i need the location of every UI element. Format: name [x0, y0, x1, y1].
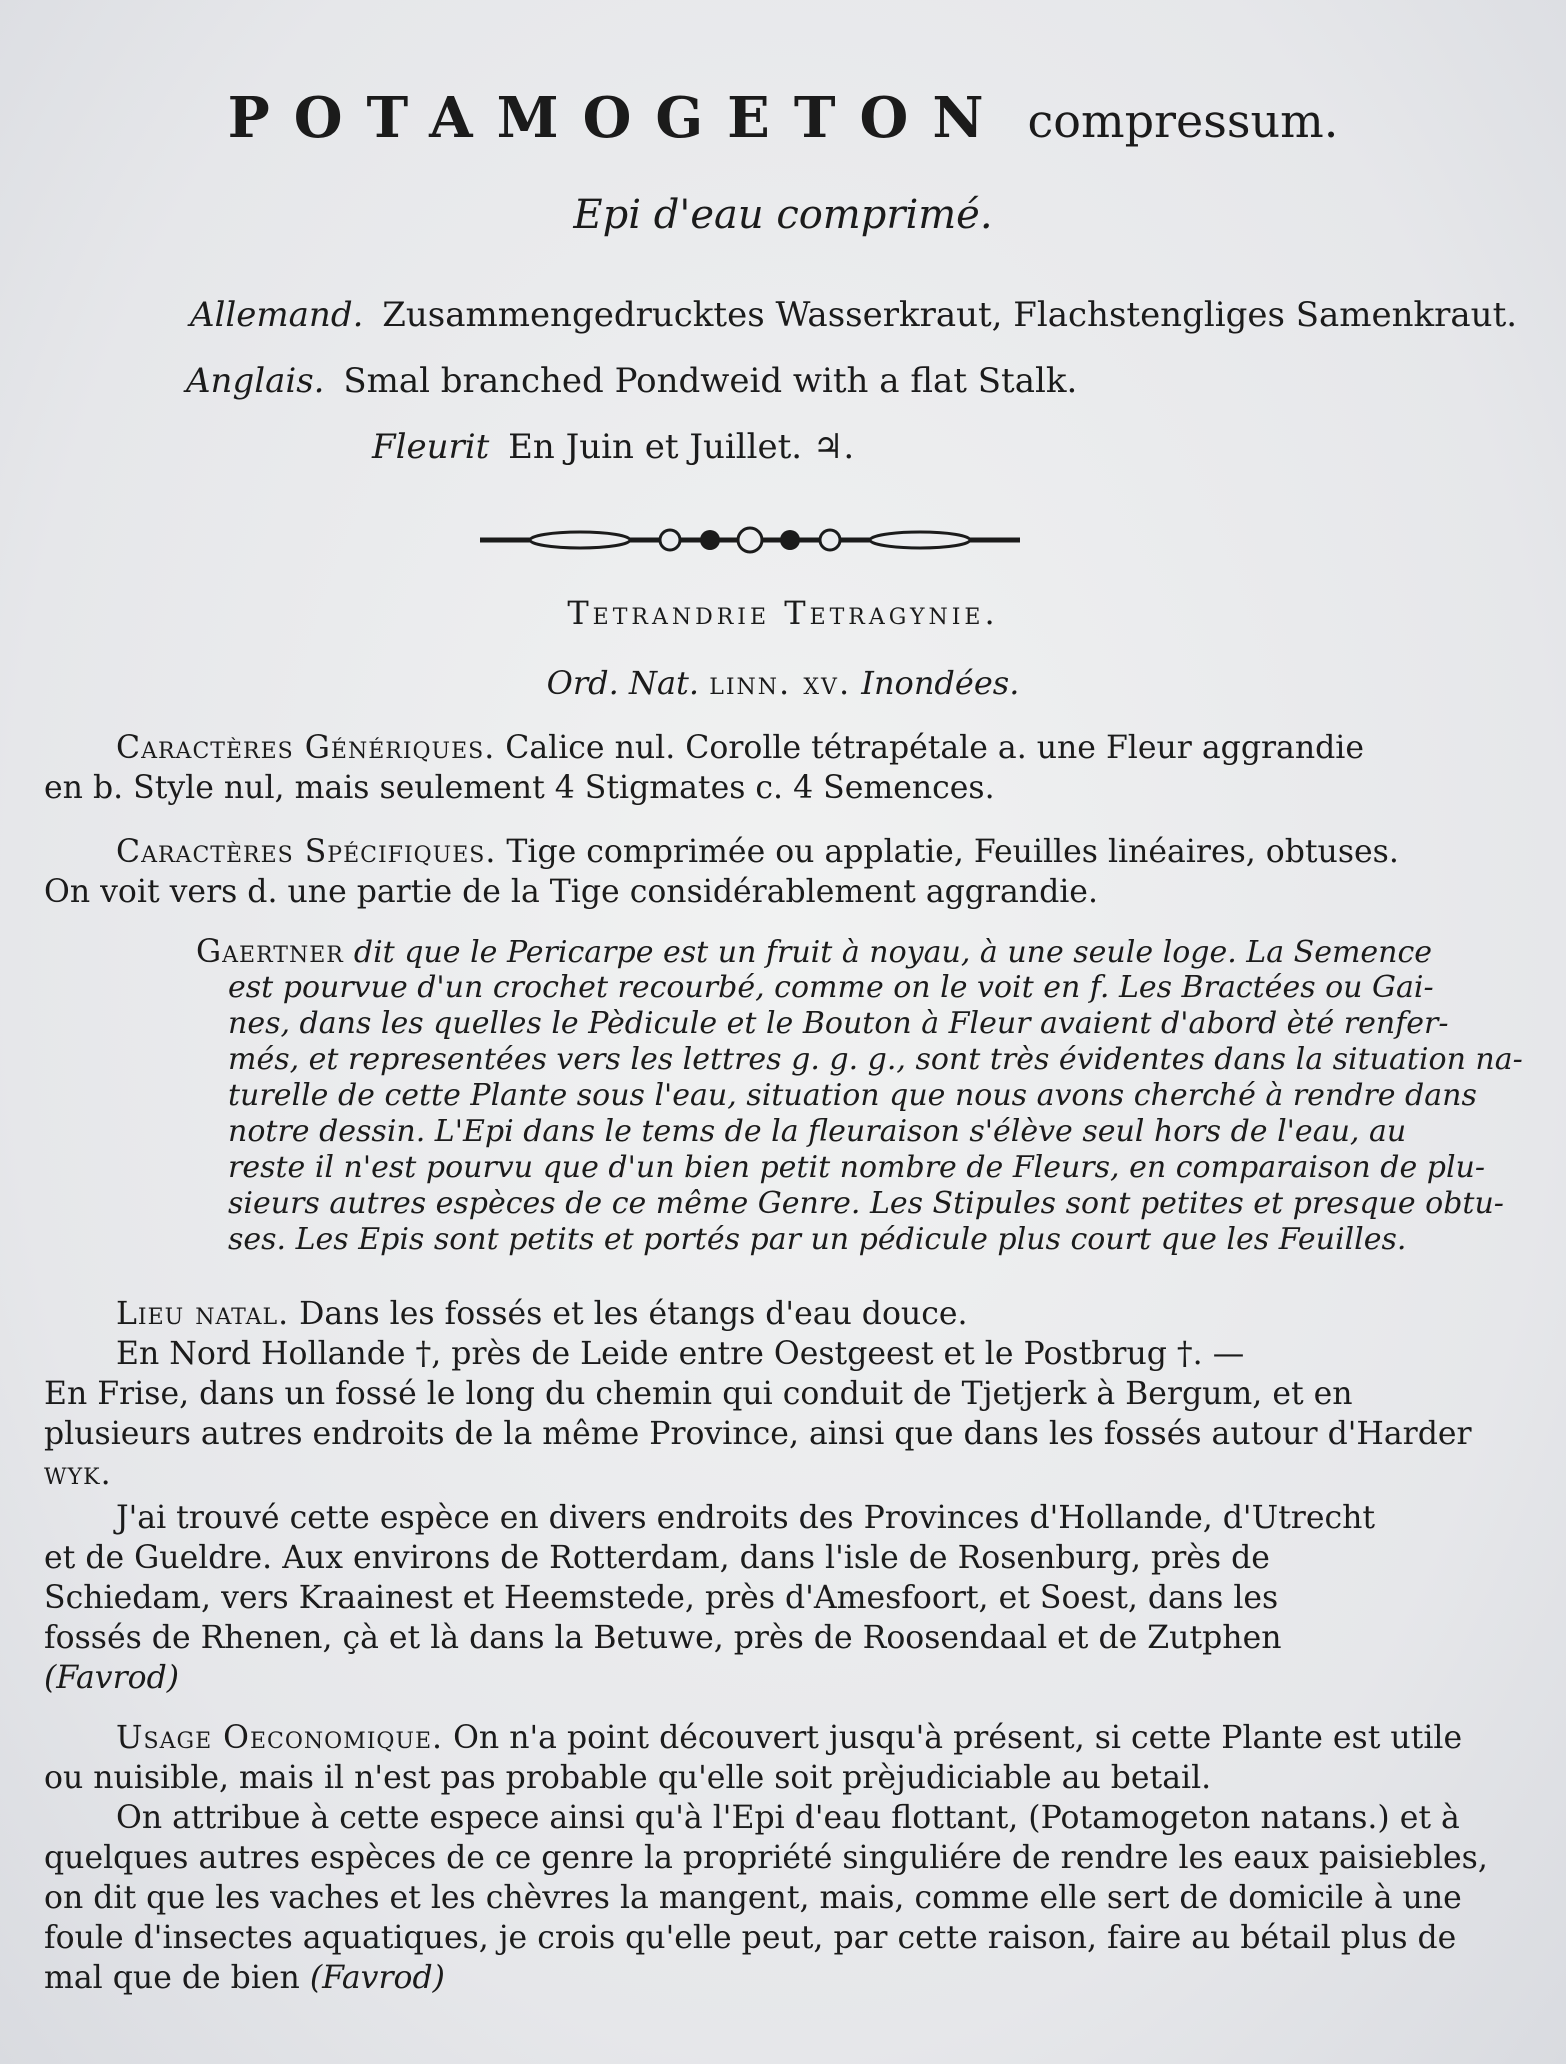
- species-name: compressum.: [1027, 94, 1339, 148]
- linnaean-class: Tetrandrie Tetragynie.: [567, 594, 999, 632]
- ornament-divider: [480, 520, 1020, 560]
- section-heading: Caractères Génériques.: [116, 730, 496, 766]
- gaertner-line: ses. Les Epis sont petits et portés par un pédicule plus court que les Feuilles.: [228, 1222, 1407, 1257]
- gaertner-line: est pourvue d'un crochet recourbé, comme on le voit en f. Les Bractées ou Gai-: [228, 970, 1434, 1005]
- author-name: Gaertner: [196, 934, 344, 970]
- gaertner-line: nes, dans les quelles le Pèdicule et le Bouton à Fleur avaient d'abord èté renfer-: [228, 1006, 1449, 1041]
- specific-line-1: Caractères Spécifiques. Tige comprimée ou applatie, Feuilles linéaires, obtuses.: [116, 834, 1399, 870]
- language-label: Anglais.: [186, 361, 325, 401]
- citation: (Favrod): [309, 1960, 445, 1996]
- specific-line-2: On voit vers d. une partie de la Tige considérablement aggrandie.: [44, 874, 1098, 910]
- name-text: En Juin et Juillet. ♃.: [508, 427, 855, 467]
- usage-line: on dit que les vaches et les chèvres la mangent, mais, comme elle sert de domicile à une: [44, 1880, 1462, 1916]
- gaertner-line: més, et representées vers les lettres g. g. g., sont très évidentes dans la situation na-: [228, 1042, 1523, 1077]
- natural-order: Ord. Nat. linn. xv. Inondées.: [546, 664, 1020, 702]
- language-label: Allemand.: [190, 295, 364, 335]
- usage-line: On attribue à cette espece ainsi qu'à l'Epi d'eau flottant, (Potamogeton natans.) et à: [116, 1800, 1460, 1836]
- name-line-english: [186, 356, 1077, 406]
- lieu-line: plusieurs autres endroits de la même Province, ainsi que dans les fossés autour d'Harder: [44, 1416, 1472, 1452]
- trouve-line: J'ai trouvé cette espèce en divers endroits des Provinces d'Hollande, d'Utrecht: [116, 1500, 1376, 1536]
- lieu-line: En Frise, dans un fossé le long du chemin qui conduit de Tjetjerk à Bergum, et en: [44, 1376, 1353, 1412]
- trouve-line: fossés de Rhenen, çà et là dans la Betuwe, près de Roosendaal et de Zutphen: [44, 1620, 1282, 1656]
- lieu-natal-line: Lieu natal. Dans les fossés et les étangs d'eau douce.: [116, 1296, 968, 1332]
- gaertner-line: reste il n'est pourvu que d'un bien petit nombre de Fleurs, en comparaison de plu-: [228, 1150, 1486, 1185]
- usage-line-1: Usage Oeconomique. On n'a point découvert jusqu'à présent, si cette Plante est utile: [116, 1720, 1463, 1756]
- gaertner-line: notre dessin. L'Epi dans le tems de la fleuraison s'élève seul hors de l'eau, au: [228, 1114, 1407, 1149]
- name-line-german: [190, 290, 1517, 340]
- trouve-line: Schiedam, vers Kraainest et Heemstede, près d'Amesfoort, et Soest, dans les: [44, 1580, 1279, 1616]
- usage-last-line: mal que de bien (Favrod): [44, 1960, 445, 1996]
- gaertner-line: turelle de cette Plante sous l'eau, situation que nous avons cherché à rendre dans: [228, 1078, 1477, 1113]
- generic-line-1: Caractères Génériques. Calice nul. Corolle tétrapétale a. une Fleur aggrandie: [116, 730, 1364, 766]
- usage-line-2: ou nuisible, mais il n'est pas probable qu'elle soit prèjudiciable au betail.: [44, 1760, 1212, 1796]
- section-heading: Usage Oeconomique.: [116, 1720, 444, 1756]
- genus-name: POTAMOGETON: [227, 85, 1008, 151]
- trouve-line: et de Gueldre. Aux environs de Rotterdam, dans l'isle de Rosenburg, près de: [44, 1540, 1270, 1576]
- name-line-flowering: [372, 422, 854, 472]
- section-heading: Caractères Spécifiques.: [116, 834, 497, 870]
- language-label: Fleurit: [372, 427, 490, 467]
- lieu-line: En Nord Hollande †, près de Leide entre Oestgeest et le Postbrug †. —: [116, 1336, 1245, 1372]
- usage-line: foule d'insectes aquatiques, je crois qu'elle peut, par cette raison, faire au bétail plus de: [44, 1920, 1457, 1956]
- usage-line: quelques autres espèces de ce genre la propriété singuliére de rendre les eaux paisiebles,: [44, 1840, 1488, 1876]
- lieu-line: wyk.: [44, 1456, 112, 1492]
- name-text: Zusammengedrucktes Wasserkraut, Flachstengliges Samenkraut.: [382, 295, 1518, 335]
- gaertner-line: sieurs autres espèces de ce même Genre. Les Stipules sont petites et presque obtu-: [228, 1186, 1504, 1221]
- section-heading: Lieu natal.: [116, 1296, 290, 1332]
- generic-line-2: en b. Style nul, mais seulement 4 Stigmates c. 4 Semences.: [44, 770, 995, 806]
- page-title: [0, 80, 1566, 159]
- french-name: Epi d'eau comprimé.: [573, 192, 993, 238]
- citation: (Favrod): [44, 1660, 180, 1696]
- gaertner-line: Gaertner dit que le Pericarpe est un fruit à noyau, à une seule loge. La Semence: [196, 934, 1433, 970]
- name-text: Smal branched Pondweid with a flat Stalk.: [343, 361, 1078, 401]
